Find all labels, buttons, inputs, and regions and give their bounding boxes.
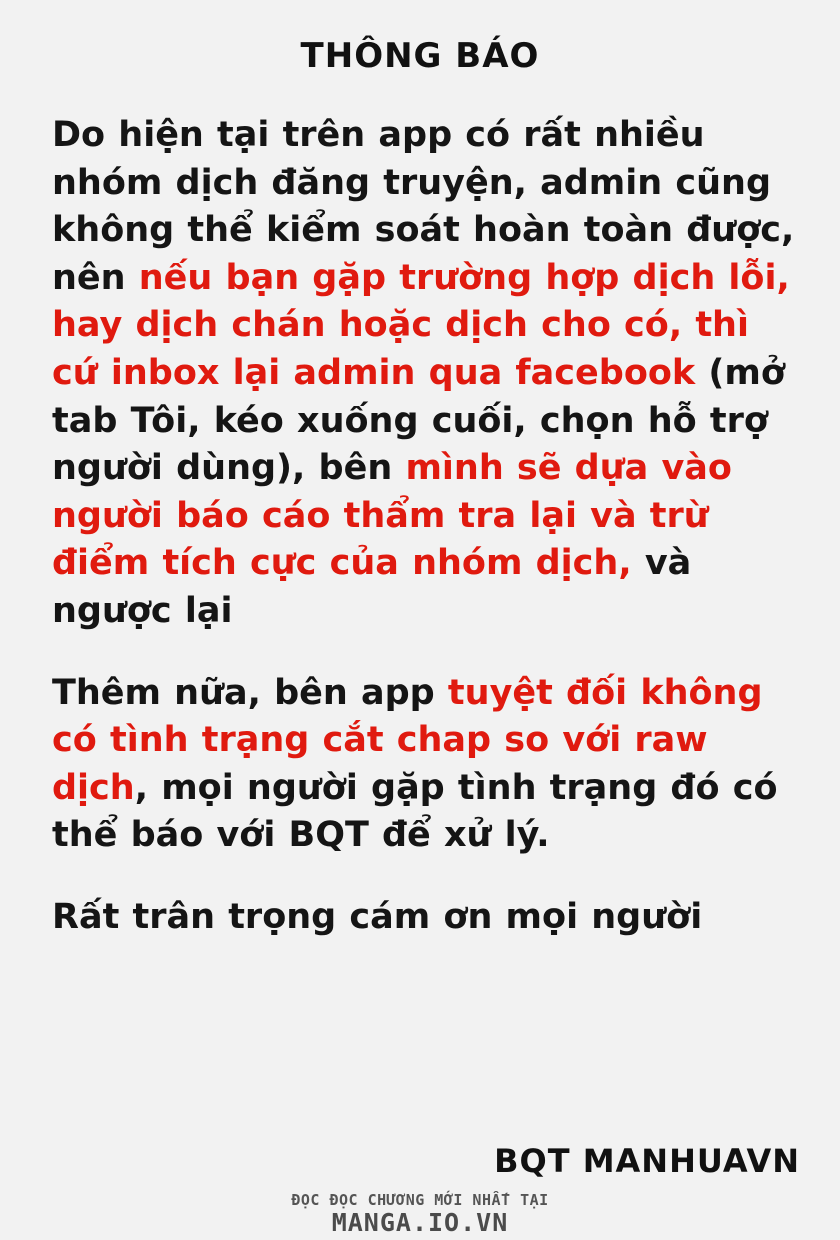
notice-body	[52, 112, 800, 976]
text-run: Thêm nữa, bên app	[52, 672, 448, 713]
text-run: mình sẽ dựa vào người báo cáo thẩm tra lại và trừ điểm tích cực của nhóm dịch,	[52, 448, 732, 584]
text-run: Do hiện tại trên app có rất nhiều nhóm dịch đăng truyện, admin cũng không thể kiểm soát hoàn toàn được, nên	[52, 115, 795, 298]
text-run: Rất trân trọng cám ơn mọi người	[52, 896, 703, 937]
paragraph-3	[52, 894, 800, 942]
signature: BQT MANHUAVN	[494, 1142, 800, 1180]
watermark-line-1: ĐỌC ĐỌC CHƯƠNG MỚI NHẤT TẠI	[291, 1191, 549, 1209]
text-run: và ngược lại	[52, 543, 692, 631]
text-run: (mở tab Tôi, kéo xuống cuối, chọn hỗ trợ người dùng), bên	[52, 352, 785, 489]
text-run: tuyệt đối không có tình trạng cắt chap so với raw dịch	[52, 672, 763, 808]
page-title: THÔNG BÁO	[300, 36, 540, 76]
text-run: nếu bạn gặp trường hợp dịch lỗi, hay dịch chán hoặc dịch cho có, thì cứ inbox lại admin qua facebook	[52, 257, 790, 393]
site-watermark	[0, 1192, 840, 1236]
text-run: , mọi người gặp tình trạng đó có thể báo với BQT để xử lý.	[52, 767, 778, 856]
watermark-line-2: MANGA.IO.VN	[331, 1207, 509, 1237]
paragraph-2	[52, 670, 800, 860]
paragraph-1	[52, 112, 800, 636]
